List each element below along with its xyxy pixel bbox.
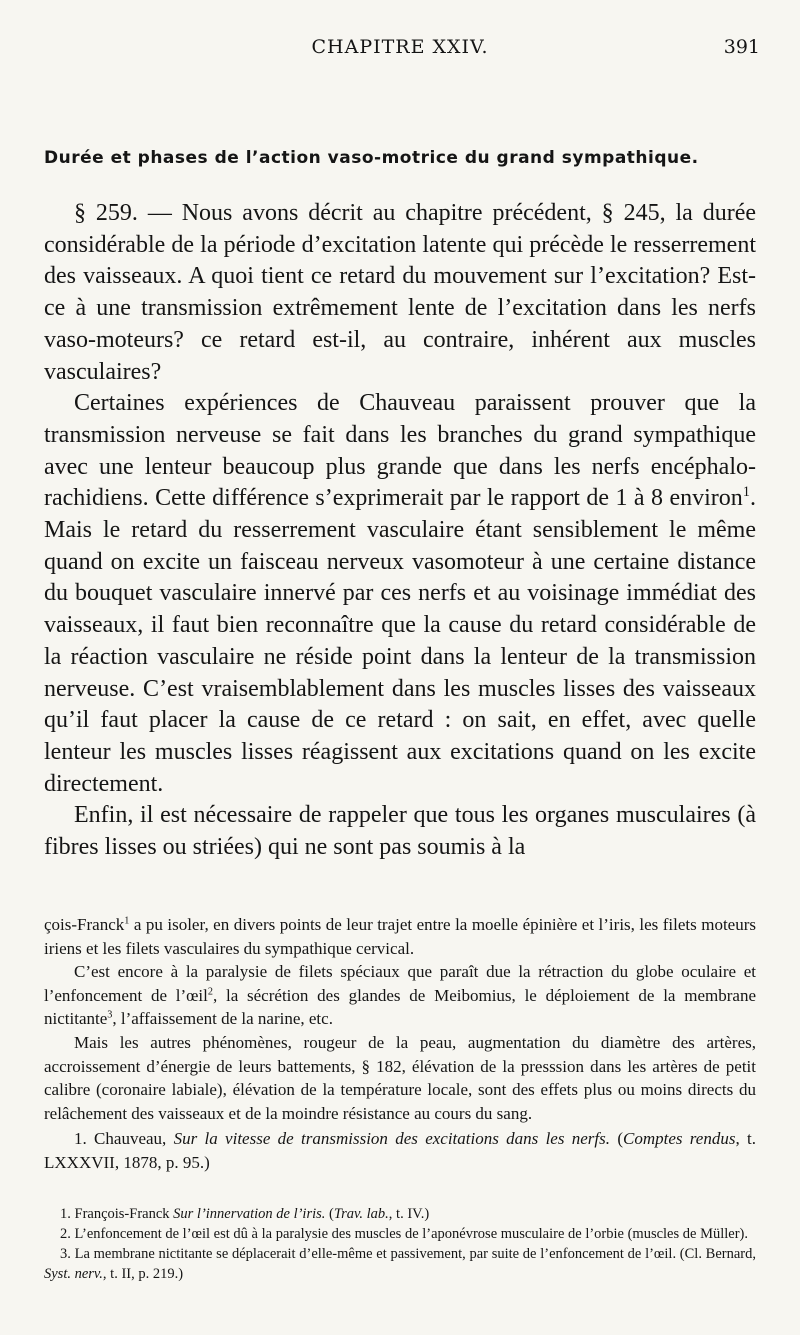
footnote-text: C’est encore à la paralysie de filets spéciaux que paraît due la rétraction du globe oculaire et l’enfoncement de l’œil [44,962,756,1005]
footnote-paragraph: Mais les autres phénomènes, rougeur de la peau, augmentation du diamètre des artères, accroissement d’énergie de leurs battements, § 182, élévation de la presssion dans les artères de petit calibre (coronaire labiale), élévation de la température locale, sont des effets plus ou moins directs du relâchement des vaisseaux et de la moindre résistance au cours du sang. [44,1032,756,1123]
note-text: 1. François-Franck [60,1206,174,1222]
note-text: , t. IV.) [388,1206,430,1222]
footnote-paragraph [44,960,756,1031]
chapter-heading: CHAPITRE XXIV. [311,36,489,58]
footnote-chauveau [44,1127,756,1174]
paragraph-text: . Mais le retard du resserrement vasculaire étant sensiblement le même quand on excite un faisceau nerveux vasomoteur à une certaine distance du bouquet vasculaire innervé par ces nerfs et au voisinage immédiat des vaisseaux, il faut bien reconnaître que la cause du retard considérable de la réaction vasculaire ne réside point dans la lenteur de la transmission nerveuse. C’est vraisemblablement dans les muscles lisses des vaisseaux qu’il faut placer la cause de ce retard : on sait, en effet, avec quelle lenteur les muscles lisses réagissent aux excitations quand on les excite directement. [44,485,756,797]
footnote-ref: 2 [207,986,213,998]
citation-journal: Trav. lab. [333,1206,389,1222]
main-text [44,198,756,864]
citation-title: Sur l’innervation de l’iris. [173,1206,326,1222]
section-title: Durée et phases de l’action vaso-motrice du grand sympathique. [44,148,699,168]
note-text: ( [325,1206,334,1222]
paragraph-enfin: Enfin, il est nécessaire de rappeler que tous les organes musculaires (à fibres lisses ou striées) qui ne sont pas soumis à la [44,802,756,861]
sub-footnotes [44,1204,756,1284]
running-header [0,30,800,64]
footnote-ref: 1 [124,915,130,927]
citation-title: Syst. nerv. [44,1266,103,1282]
citation-title: Sur la vitesse de transmission des excitations dans les nerfs. [173,1129,611,1149]
footnotes-block [44,913,756,1175]
sub-note-1 [44,1204,756,1224]
paragraph-text: Certaines expériences de Chauveau paraissent prouver que la transmission nerveuse se fait dans les branches du grand sympathique avec une lenteur beaucoup plus grande que dans les nerfs encéphalo-rachidiens. Cette différence s’exprimerait par le rapport de 1 à 8 environ [44,390,756,512]
footnote-text: çois-Franck [44,915,125,934]
citation-journal: Comptes rendus [622,1129,736,1149]
footnote-text: , t. LXXXVII, 1878, p. 95.) [44,1129,756,1172]
footnote-text: a pu isoler, en divers points de leur trajet entre la moelle épinière et l’iris, les filets moteurs iriens et les filets vasculaires du sympathique cervical. [44,915,756,958]
footnote-text: 1. Chauveau, [74,1129,174,1149]
note-text: , t. II, p. 219.) [102,1266,184,1282]
footnote-text: , la sécrétion des glandes de Meibomius, le déploiement de la membrane nictitante [44,985,756,1029]
paragraph-259: § 259. — Nous avons décrit au chapitre précédent, § 245, la durée considérable de la période d’excitation latente qui précède le resserrement des vaisseaux. A quoi tient ce retard du mouvement sur l’excitation? Est-ce à une transmission extrêmement lente de l’excitation dans les nerfs vaso-moteurs? ce retard est-il, au contraire, inhérent aux muscles vasculaires? [44,200,756,385]
footnote-text: , l’affaissement de la narine, etc. [112,1009,333,1029]
sub-note-2: 2. L’enfoncement de l’œil est dû à la paralysie des muscles de l’aponévrose musculaire de l’orbie (muscles de Müller). [60,1226,748,1242]
footnote-ref: 3 [107,1009,113,1021]
note-text: 3. La membrane nictitante se déplacerait d’elle-même et passivement, par suite de l’enfoncement de l’œil. (Cl. Bernard, [60,1246,756,1262]
paragraph-chauveau [44,388,756,800]
footnote-text: ( [610,1129,623,1149]
footnote-continuation [44,913,756,960]
page-number: 391 [723,36,760,58]
sub-note-3 [44,1244,756,1284]
footnote-ref: 1 [742,484,750,501]
